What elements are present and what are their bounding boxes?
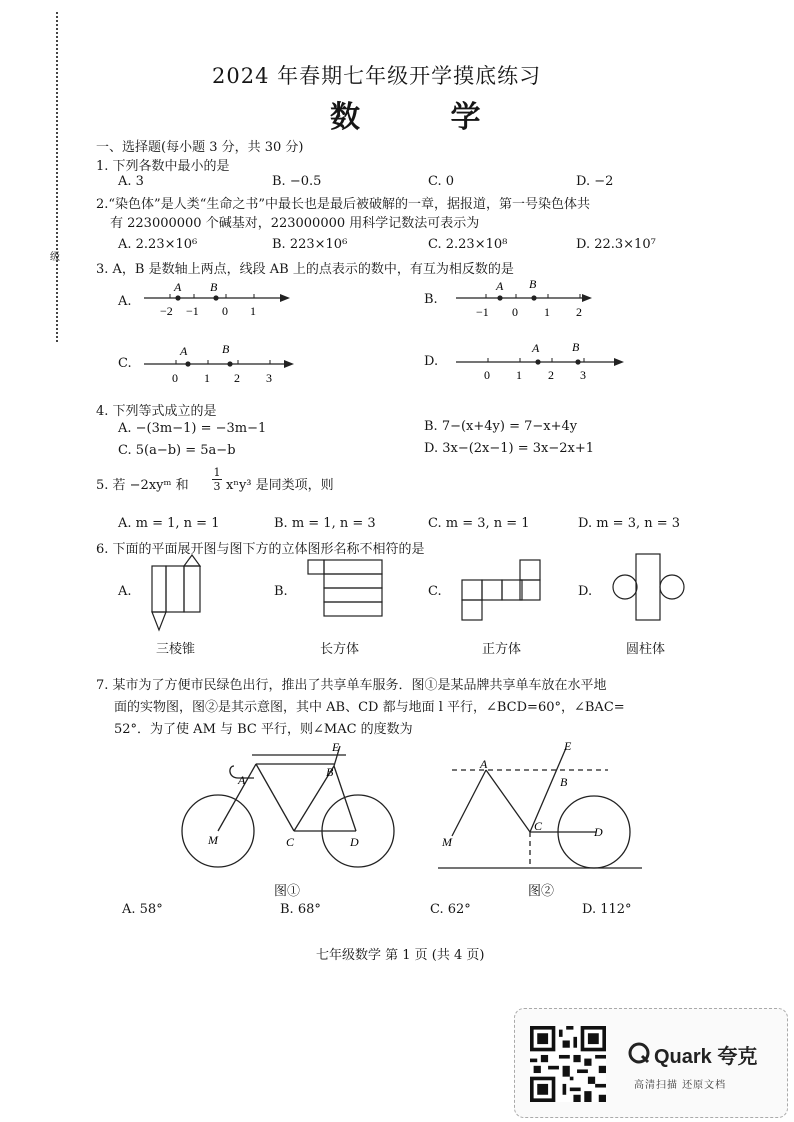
q2-option-c: C. 2.23×10⁸	[428, 237, 508, 252]
section-heading: 一、选择题(每小题 3 分，共 30 分)	[96, 140, 304, 155]
axis-b-point-a: A	[496, 279, 504, 293]
fig1-label-a: A	[238, 773, 246, 787]
axis-a-point-a: A	[174, 280, 182, 294]
q6-option-a: A.	[118, 584, 132, 599]
axis-a-tick-3: 1	[250, 304, 256, 318]
fig1-label-c: C	[286, 835, 295, 849]
q1-option-c: C. 0	[428, 174, 455, 189]
q2-stem-line2: 有 223000000 个碱基对，223000000 用科学记数法可表示为	[110, 216, 480, 231]
net-b-figure	[306, 556, 388, 622]
axis-d-tick-0: 0	[484, 368, 490, 382]
fig2-label-d: D	[594, 825, 603, 839]
qr-code-icon	[530, 1026, 606, 1102]
q5-fraction-numerator: 1	[213, 466, 221, 479]
q3-option-a: A.	[118, 294, 132, 309]
fig1-label-m: M	[208, 833, 218, 847]
bicycle-schematic	[432, 736, 648, 876]
q1-option-a: A. 3	[118, 174, 144, 189]
fig2-label-a: A	[480, 757, 488, 771]
axis-d-tick-1: 1	[516, 368, 522, 382]
q4-option-a: A. −(3m−1) = −3m−1	[118, 421, 267, 436]
q4-option-d: D. 3x−(2x−1) = 3x−2x+1	[424, 441, 595, 456]
axis-b-tick-1: 0	[512, 305, 518, 319]
q6-option-d: D.	[578, 584, 593, 599]
axis-c-tick-2: 2	[234, 371, 240, 385]
axis-a-point-b: B	[210, 280, 218, 294]
number-line-a	[140, 278, 300, 322]
q1-stem: 1. 下列各数中最小的是	[96, 159, 230, 174]
q5-option-a: A. m = 1, n = 1	[118, 516, 220, 531]
net-c-figure	[460, 558, 546, 622]
q6-option-b: B.	[274, 584, 288, 599]
q5-fraction	[212, 466, 222, 493]
quark-brand: Quark 夸克	[654, 1046, 758, 1068]
q7-option-b: B. 68°	[280, 902, 321, 917]
q2-option-d: D. 22.3×10⁷	[576, 237, 656, 252]
q3-option-c: C.	[118, 356, 132, 371]
fig1-caption: 图①	[274, 884, 301, 899]
axis-b-tick-3: 2	[576, 305, 582, 319]
q6-option-c: C.	[428, 584, 442, 599]
subject-title: 数 学	[330, 100, 521, 135]
q5-fraction-denominator: 3	[213, 480, 221, 493]
q6-caption-b: 长方体	[320, 642, 360, 657]
axis-c-point-b: B	[222, 342, 230, 356]
q6-caption-c: 正方体	[482, 642, 522, 657]
bicycle-figure	[176, 736, 406, 876]
q4-stem: 4. 下列等式成立的是	[96, 404, 217, 419]
axis-c-tick-1: 1	[204, 371, 210, 385]
q7-line1: 7. 某市为了方便市民绿色出行，推出了共享单车服务．图①是某品牌共享单车放在水平地	[96, 678, 607, 693]
axis-a-tick-0: −2	[160, 304, 173, 318]
axis-a-tick-2: 0	[222, 304, 228, 318]
q7-option-d: D. 112°	[582, 902, 632, 917]
q1-option-b: B. −0.5	[272, 174, 322, 189]
q6-caption-a: 三棱锥	[156, 642, 196, 657]
q7-line2: 面的实物图，图②是其示意图，其中 AB、CD 都与地面 l 平行，∠BCD=60°，∠BAC=	[114, 700, 625, 715]
q5-option-b: B. m = 1, n = 3	[274, 516, 376, 531]
q3-option-b: B.	[424, 292, 438, 307]
axis-c-tick-3: 3	[266, 371, 272, 385]
q3-stem: 3. A，B 是数轴上两点，线段 AB 上的点表示的数中，有互为相反数的是	[96, 262, 514, 277]
quark-logo-icon	[628, 1042, 650, 1064]
fig2-label-b: B	[560, 775, 568, 789]
q7-line3: 52°．为了使 AM 与 BC 平行，则∠MAC 的度数为	[114, 722, 413, 737]
fig2-label-e: E	[564, 739, 572, 753]
page-title: 2024 年春期七年级开学摸底练习	[212, 64, 542, 88]
q1-option-d: D. −2	[576, 174, 614, 189]
number-line-c	[140, 340, 305, 386]
number-line-d	[452, 336, 632, 382]
q3-option-d: D.	[424, 354, 439, 369]
axis-b-tick-0: −1	[476, 305, 489, 319]
number-line-b	[452, 276, 602, 322]
q2-option-b: B. 223×10⁶	[272, 237, 348, 252]
q2-stem-line1: 2.“染色体”是人类“生命之书”中最长也是最后被破解的一章，据报道，第一号染色体共	[96, 197, 590, 212]
q7-option-c: C. 62°	[430, 902, 471, 917]
fig2-caption: 图②	[528, 884, 555, 899]
axis-b-tick-2: 1	[544, 305, 550, 319]
q6-stem: 6. 下面的平面展开图与图下方的立体图形名称不相符的是	[96, 542, 425, 557]
q5-option-c: C. m = 3, n = 1	[428, 516, 530, 531]
fig1-label-b: B	[326, 765, 334, 779]
net-a-figure	[146, 552, 208, 638]
q5-option-d: D. m = 3, n = 3	[578, 516, 681, 531]
fig1-label-e: E	[332, 740, 340, 754]
fig1-label-d: D	[350, 835, 359, 849]
page-footer: 七年级数学 第 1 页 (共 4 页)	[316, 948, 485, 963]
q7-option-a: A. 58°	[122, 902, 163, 917]
binding-margin-line	[56, 12, 58, 342]
q2-option-a: A. 2.23×10⁶	[118, 237, 198, 252]
fig2-label-m: M	[442, 835, 452, 849]
q6-caption-d: 圆柱体	[626, 642, 666, 657]
axis-c-tick-0: 0	[172, 371, 178, 385]
axis-d-point-a: A	[532, 341, 540, 355]
q4-option-b: B. 7−(x+4y) = 7−x+4y	[424, 419, 578, 434]
fig2-label-c: C	[534, 819, 543, 833]
axis-c-point-a: A	[180, 344, 188, 358]
axis-d-tick-3: 3	[580, 368, 586, 382]
q5-suffix: xⁿy³ 是同类项，则	[226, 478, 334, 493]
axis-a-tick-1: −1	[186, 304, 199, 318]
axis-d-tick-2: 2	[548, 368, 554, 382]
axis-b-point-b: B	[529, 277, 537, 291]
axis-d-point-b: B	[572, 340, 580, 354]
quark-tagline: 高清扫描 还原文档	[634, 1080, 727, 1091]
margin-mark: 级	[50, 252, 60, 263]
q4-option-c: C. 5(a−b) = 5a−b	[118, 443, 236, 458]
q5-prefix: 5. 若 −2xyᵐ 和	[96, 478, 189, 493]
net-d-figure	[610, 552, 686, 626]
